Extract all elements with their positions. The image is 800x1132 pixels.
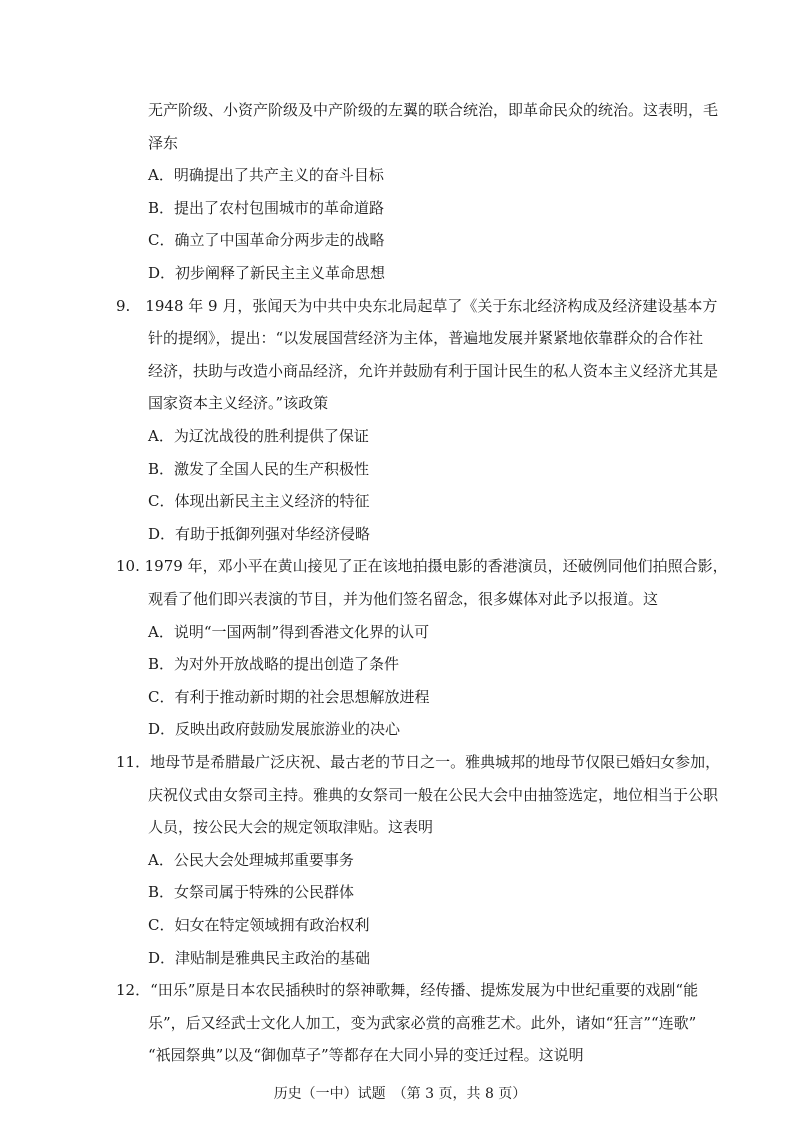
q9-option-b: B．激发了全国人民的生产积极性 — [148, 460, 370, 478]
q8-option-d: D．初步阐释了新民主主义革命思想 — [148, 264, 386, 282]
q9-stem-line-2: 针的提纲》，提出：“以发展国营经济为主体，普遍地发展并紧紧地依靠群众的合作社 — [148, 329, 704, 347]
q9-stem-line-1: 9. 1948 年 9 月，张闻天为中共中央东北局起草了《关于东北经济构成及经济建设基本方 — [116, 297, 718, 315]
q11-option-a: A．公民大会处理城邦重要事务 — [148, 851, 354, 869]
page-footer: 历史（一中）试题 （第 3 页，共 8 页） — [273, 1086, 527, 1102]
q9-option-c: C．体现出新民主主义经济的特征 — [148, 492, 370, 510]
q8-option-a: A．明确提出了共产主义的奋斗目标 — [148, 166, 384, 184]
q9-option-a: A．为辽沈战役的胜利提供了保证 — [148, 427, 369, 445]
q8-option-c: C．确立了中国革命分两步走的战略 — [148, 231, 385, 249]
q11-stem-line-3: 人员，按公民大会的规定领取津贴。这表明 — [148, 818, 434, 836]
q8-option-b: B．提出了农村包围城市的革命道路 — [148, 199, 385, 217]
q9-stem-line-4: 国家资本主义经济。”该政策 — [148, 394, 329, 412]
q8-stem-line-1: 无产阶级、小资产阶级及中产阶级的左翼的联合统治，即革命民众的统治。这表明，毛 — [148, 101, 719, 119]
q12-stem-line-2: 乐”，后又经武士文化人加工，变为武家必赏的高雅艺术。此外，诸如“狂言”“连歌” — [148, 1014, 697, 1032]
q9-stem-line-3: 经济，扶助与改造小商品经济，允许并鼓励有利于国计民生的私人资本主义经济尤其是 — [148, 362, 719, 380]
q12-stem-line-1: 12．“田乐”原是日本农民插秧时的祭神歌舞，经传播、提炼发展为中世纪重要的戏剧“能 — [116, 981, 699, 999]
q10-option-a: A．说明“一国两制”得到香港文化界的认可 — [148, 623, 430, 641]
q10-stem-line-2: 观看了他们即兴表演的节目，并为他们签名留念，很多媒体对此予以报道。这 — [148, 590, 659, 608]
q8-stem-line-2: 泽东 — [148, 134, 179, 152]
q10-stem-line-1: 10. 1979 年，邓小平在黄山接见了正在该地拍摄电影的香港演员，还破例同他们拍照合影， — [116, 557, 728, 575]
q10-option-d: D．反映出政府鼓励发展旅游业的决心 — [148, 720, 401, 738]
q11-stem-line-1: 11．地母节是希腊最广泛庆祝、最古老的节日之一。雅典城邦的地母节仅限已婚妇女参加， — [116, 753, 721, 771]
q12-stem-line-3: “祇园祭典”以及“御伽草子”等都存在大同小异的变迁过程。这说明 — [148, 1046, 584, 1064]
q11-option-c: C．妇女在特定领域拥有政治权利 — [148, 916, 370, 934]
q10-option-c: C．有利于推动新时期的社会思想解放进程 — [148, 688, 430, 706]
q11-option-b: B．女祭司属于特殊的公民群体 — [148, 883, 355, 901]
q10-option-b: B．为对外开放战略的提出创造了条件 — [148, 655, 400, 673]
q11-stem-line-2: 庆祝仪式由女祭司主持。雅典的女祭司一般在公民大会中由抽签选定，地位相当于公职 — [148, 786, 719, 804]
q9-option-d: D．有助于抵御列强对华经济侵略 — [148, 525, 371, 543]
q11-option-d: D．津贴制是雅典民主政治的基础 — [148, 949, 371, 967]
